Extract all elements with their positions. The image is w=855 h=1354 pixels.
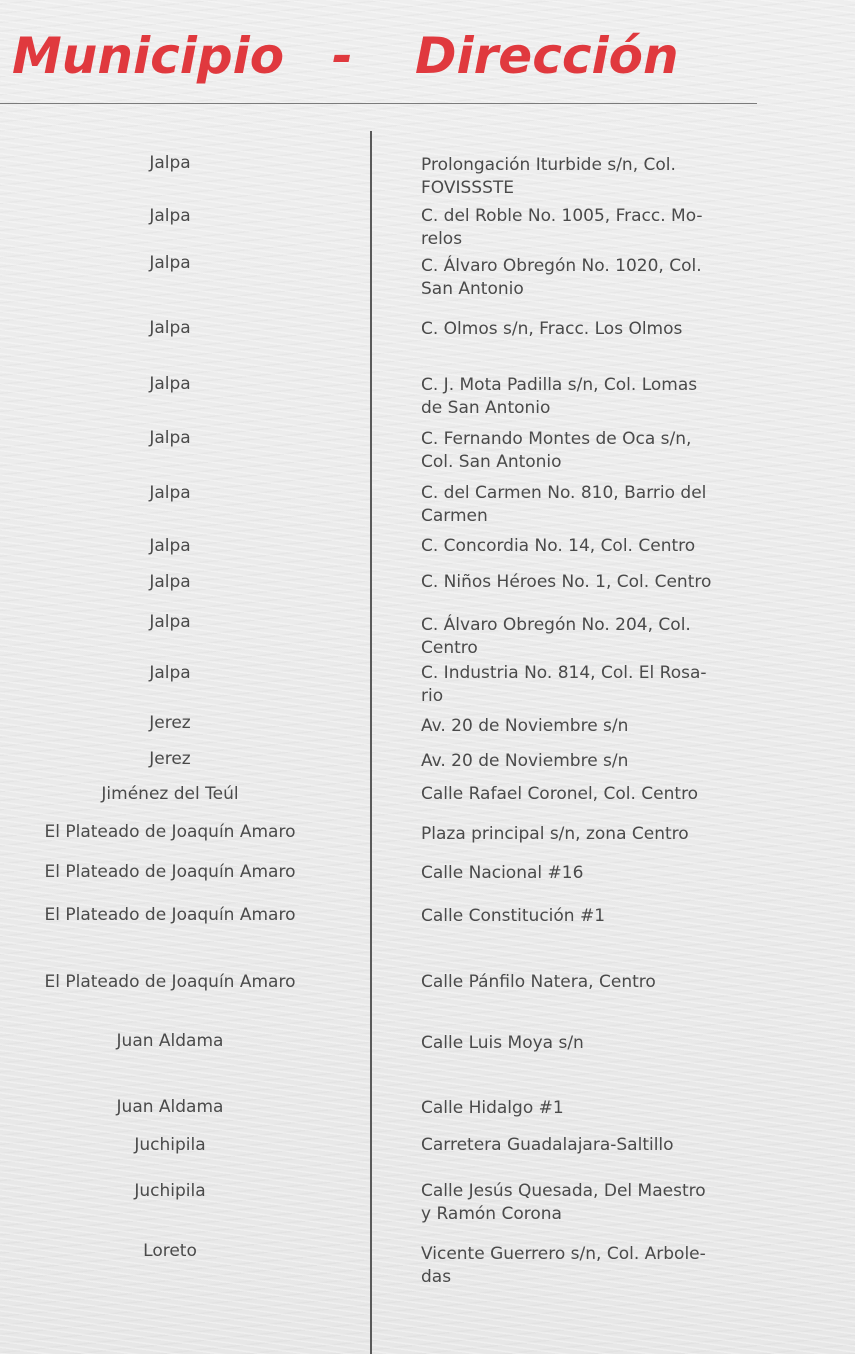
direccion-line: C. Álvaro Obregón No. 1020, Col. (421, 256, 702, 276)
direccion-cell (421, 614, 766, 660)
direccion-cell (421, 205, 766, 251)
direccion-cell (421, 715, 766, 738)
direccion-cell (421, 535, 766, 558)
direccion-line: Col. San Antonio (421, 452, 562, 472)
direccion-line: C. Álvaro Obregón No. 204, Col. (421, 615, 691, 635)
direccion-line: rio (421, 686, 444, 706)
direccion-cell (421, 1134, 766, 1157)
direccion-line: C. Fernando Montes de Oca s/n, (421, 429, 692, 449)
direccion-cell (421, 154, 766, 200)
municipio-cell: Loreto (143, 1241, 197, 1261)
direccion-cell (421, 1180, 766, 1226)
table-header (0, 0, 855, 100)
municipio-cell: El Plateado de Joaquín Amaro (44, 862, 296, 882)
direccion-line: C. Niños Héroes No. 1, Col. Centro (421, 572, 712, 592)
municipio-cell: Jalpa (149, 153, 191, 173)
direccion-line: Calle Pánfilo Natera, Centro (421, 972, 656, 992)
direccion-cell (421, 1032, 766, 1055)
municipio-cell: Juchipila (134, 1181, 206, 1201)
direccion-line: San Antonio (421, 279, 524, 299)
municipio-cell: Jalpa (149, 318, 191, 338)
direccion-cell (421, 428, 766, 474)
direccion-cell (421, 318, 766, 341)
direccion-line: C. Concordia No. 14, Col. Centro (421, 536, 696, 556)
direccion-line: FOVISSSTE (421, 178, 515, 198)
municipio-cell: Jalpa (149, 206, 191, 226)
direccion-cell (421, 905, 766, 928)
direccion-line: Av. 20 de Noviembre s/n (421, 751, 629, 771)
direccion-line: relos (421, 229, 463, 249)
direccion-line: das (421, 1267, 452, 1287)
municipio-cell: Juchipila (134, 1135, 206, 1155)
direccion-line: Av. 20 de Noviembre s/n (421, 716, 629, 736)
municipio-cell: Juan Aldama (116, 1097, 224, 1117)
direccion-cell (421, 662, 766, 708)
direccion-line: Prolongación Iturbide s/n, Col. (421, 155, 676, 175)
municipio-cell: Jerez (149, 713, 191, 733)
municipio-cell: Jerez (149, 749, 191, 769)
direccion-line: Centro (421, 638, 478, 658)
direccion-line: C. Industria No. 814, Col. El Rosa- (421, 663, 707, 683)
municipio-cell: Jiménez del Teúl (101, 784, 239, 804)
direccion-line: C. Olmos s/n, Fracc. Los Olmos (421, 319, 683, 339)
direccion-cell (421, 482, 766, 528)
direccion-line: C. del Carmen No. 810, Barrio del (421, 483, 707, 503)
direccion-cell (421, 750, 766, 773)
municipio-cell: Jalpa (149, 572, 191, 592)
header-divider (0, 103, 757, 104)
direccion-line: y Ramón Corona (421, 1204, 562, 1224)
municipio-cell: El Plateado de Joaquín Amaro (44, 905, 296, 925)
direccion-line: Calle Rafael Coronel, Col. Centro (421, 784, 699, 804)
direccion-cell (421, 783, 766, 806)
direccion-line: Carretera Guadalajara-Saltillo (421, 1135, 674, 1155)
municipio-cell: Jalpa (149, 253, 191, 273)
direccion-line: de San Antonio (421, 398, 551, 418)
direccion-cell (421, 971, 766, 994)
direccion-cell (421, 1097, 766, 1120)
heading-separator: - (332, 27, 353, 85)
direccion-line: C. del Roble No. 1005, Fracc. Mo- (421, 206, 703, 226)
direccion-cell (421, 823, 766, 846)
municipio-cell: El Plateado de Joaquín Amaro (44, 822, 296, 842)
municipio-cell: Juan Aldama (116, 1031, 224, 1051)
column-divider (370, 131, 372, 1354)
direccion-line: Calle Hidalgo #1 (421, 1098, 564, 1118)
municipio-cell: Jalpa (149, 612, 191, 632)
direccion-line: Calle Jesús Quesada, Del Maestro (421, 1181, 706, 1201)
direccion-line: C. J. Mota Padilla s/n, Col. Lomas (421, 375, 698, 395)
municipio-cell: Jalpa (149, 536, 191, 556)
municipio-cell: Jalpa (149, 483, 191, 503)
direccion-line: Calle Luis Moya s/n (421, 1033, 584, 1053)
direccion-cell (421, 1243, 766, 1289)
direccion-cell (421, 374, 766, 420)
municipio-cell: El Plateado de Joaquín Amaro (44, 972, 296, 992)
municipio-cell: Jalpa (149, 428, 191, 448)
direccion-cell (421, 571, 766, 594)
municipio-cell: Jalpa (149, 663, 191, 683)
direccion-heading: Dirección (415, 27, 679, 85)
direccion-cell (421, 255, 766, 301)
direccion-cell (421, 862, 766, 885)
municipio-heading: Municipio (12, 27, 285, 85)
direccion-line: Vicente Guerrero s/n, Col. Arbole- (421, 1244, 706, 1264)
direccion-line: Calle Nacional #16 (421, 863, 584, 883)
direccion-line: Carmen (421, 506, 488, 526)
direccion-line: Calle Constitución #1 (421, 906, 606, 926)
municipio-cell: Jalpa (149, 374, 191, 394)
direccion-line: Plaza principal s/n, zona Centro (421, 824, 689, 844)
